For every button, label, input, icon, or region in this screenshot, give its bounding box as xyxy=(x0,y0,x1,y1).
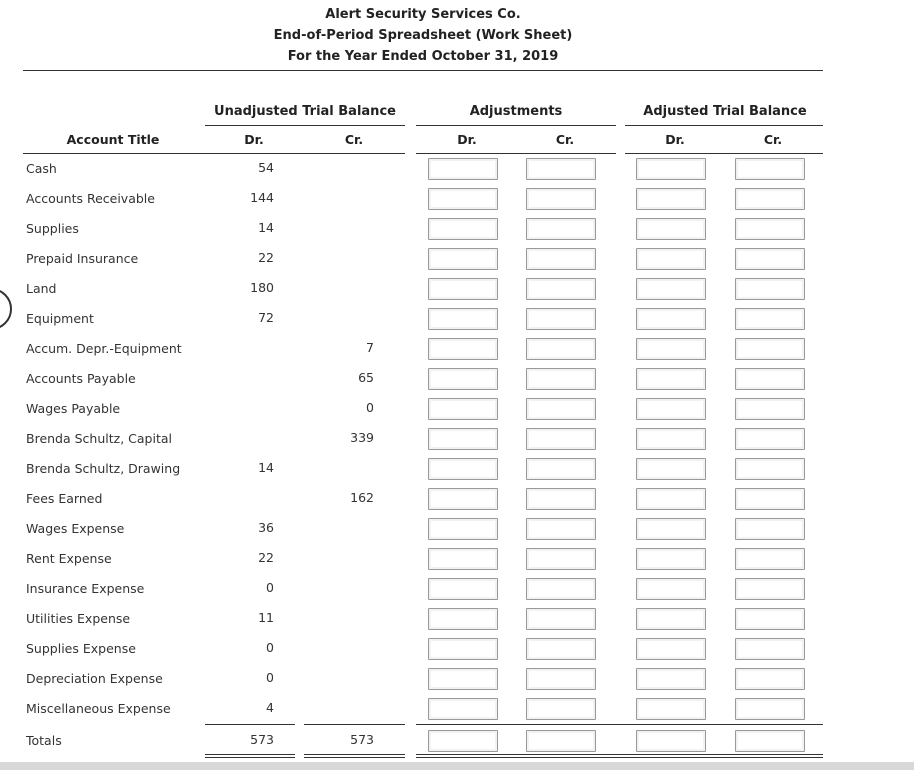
adjusted-cr-input[interactable] xyxy=(735,428,805,450)
unadjusted-dr-value: 54 xyxy=(258,160,274,175)
adjusted-dr-input[interactable] xyxy=(636,308,706,330)
account-name: Accum. Depr.-Equipment xyxy=(26,341,182,356)
adjusted-header-line xyxy=(625,125,823,126)
adjustments-dr-input[interactable] xyxy=(428,548,498,570)
adjusted-cr-input[interactable] xyxy=(735,308,805,330)
adjustments-dr-input[interactable] xyxy=(428,428,498,450)
unadjusted-cr-value: 162 xyxy=(350,490,374,505)
account-name: Miscellaneous Expense xyxy=(26,701,171,716)
account-name: Brenda Schultz, Drawing xyxy=(26,461,181,476)
adjustments-cr-input[interactable] xyxy=(526,188,596,210)
adjusted-dr-input[interactable] xyxy=(636,188,706,210)
adjustments-cr-input[interactable] xyxy=(526,488,596,510)
adjustments-dr-input[interactable] xyxy=(428,278,498,300)
adjusted-dr-input[interactable] xyxy=(636,518,706,540)
double-rule-2a xyxy=(304,754,405,755)
table-row xyxy=(0,365,914,395)
unadjusted-dr-value: 14 xyxy=(258,220,274,235)
adjustments-cr-input[interactable] xyxy=(526,248,596,270)
adjusted-dr-input[interactable] xyxy=(636,578,706,600)
account-name: Supplies Expense xyxy=(26,641,136,656)
adjusted-dr-input[interactable] xyxy=(636,608,706,630)
double-rule-1a xyxy=(205,754,295,755)
adjusted-cr-input[interactable] xyxy=(735,188,805,210)
adjustments-dr-input[interactable] xyxy=(428,248,498,270)
unadjusted-header: Unadjusted Trial Balance xyxy=(214,104,396,119)
adjusted-dr-input[interactable] xyxy=(636,698,706,720)
adjusted-cr-input[interactable] xyxy=(735,548,805,570)
adjusted-cr-input[interactable] xyxy=(735,488,805,510)
adjustments-dr-input[interactable] xyxy=(428,398,498,420)
adjusted-cr-input[interactable] xyxy=(735,608,805,630)
period-label: For the Year Ended October 31, 2019 xyxy=(287,49,559,64)
unadjusted-cr-value: 65 xyxy=(358,370,374,385)
account-name: Utilities Expense xyxy=(26,611,131,626)
table-row xyxy=(0,635,914,665)
adjustments-dr-input[interactable] xyxy=(428,338,498,360)
unadjusted-dr-value: 22 xyxy=(258,550,274,565)
table-row xyxy=(0,455,914,485)
adjustments-dr-input[interactable] xyxy=(428,488,498,510)
table-row xyxy=(0,215,914,245)
adjusted-cr-input[interactable] xyxy=(735,578,805,600)
total-adjustments-cr-input[interactable] xyxy=(526,730,596,752)
adjusted-dr-input[interactable] xyxy=(636,488,706,510)
adjustments-cr-input[interactable] xyxy=(526,368,596,390)
table-row xyxy=(0,515,914,545)
account-name: Wages Expense xyxy=(26,521,125,536)
adjusted-dr-input[interactable] xyxy=(636,638,706,660)
table-row xyxy=(0,545,914,575)
account-name: Wages Payable xyxy=(26,401,121,416)
unadjusted-dr-value: 72 xyxy=(258,310,274,325)
adjustments-dr-header: Dr. xyxy=(457,132,477,147)
account-name: Insurance Expense xyxy=(26,581,145,596)
adjusted-cr-input[interactable] xyxy=(735,218,805,240)
unadjusted-dr-value: 36 xyxy=(258,520,274,535)
unadjusted-dr-value: 22 xyxy=(258,250,274,265)
double-rule-3a xyxy=(416,754,823,755)
account-name: Accounts Receivable xyxy=(26,191,155,206)
unadjusted-cr-value: 0 xyxy=(366,400,374,415)
double-rule-1b xyxy=(205,757,295,758)
adjusted-dr-input[interactable] xyxy=(636,338,706,360)
table-row xyxy=(0,185,914,215)
adjustments-sub-line xyxy=(416,153,616,154)
adjusted-dr-input[interactable] xyxy=(636,278,706,300)
unadjusted-dr-value: 4 xyxy=(266,700,274,715)
total-rule-right xyxy=(416,724,823,725)
adjustments-cr-input[interactable] xyxy=(526,548,596,570)
table-row xyxy=(0,575,914,605)
total-adjusted-dr-input[interactable] xyxy=(636,730,706,752)
adjustments-dr-input[interactable] xyxy=(428,518,498,540)
account-title-header: Account Title xyxy=(66,132,160,147)
table-row xyxy=(0,335,914,365)
adjustments-cr-input[interactable] xyxy=(526,698,596,720)
adjustments-header-line xyxy=(416,125,616,126)
account-name: Fees Earned xyxy=(26,491,103,506)
unadjusted-cr-header: Cr. xyxy=(344,132,364,147)
adjusted-cr-header: Cr. xyxy=(763,132,783,147)
adjusted-dr-input[interactable] xyxy=(636,548,706,570)
table-row xyxy=(0,275,914,305)
adjustments-dr-input[interactable] xyxy=(428,308,498,330)
double-rule-3b xyxy=(416,757,823,758)
adjustments-cr-input[interactable] xyxy=(526,158,596,180)
table-row xyxy=(0,305,914,335)
bottom-scrollbar[interactable] xyxy=(0,762,914,770)
total-adjusted-cr-input[interactable] xyxy=(735,730,805,752)
table-row xyxy=(0,395,914,425)
account-name: Equipment xyxy=(26,311,94,326)
total-unadjusted-cr: 573 xyxy=(350,732,374,747)
adjusted-cr-input[interactable] xyxy=(735,158,805,180)
total-unadjusted-dr: 573 xyxy=(250,732,274,747)
unadjusted-dr-value: 0 xyxy=(266,670,274,685)
adjustments-cr-input[interactable] xyxy=(526,638,596,660)
adjustments-cr-input[interactable] xyxy=(526,338,596,360)
account-name: Brenda Schultz, Capital xyxy=(26,431,172,446)
adjusted-cr-input[interactable] xyxy=(735,458,805,480)
adjusted-dr-input[interactable] xyxy=(636,398,706,420)
unadjusted-dr-value: 180 xyxy=(250,280,274,295)
adjustments-cr-input[interactable] xyxy=(526,398,596,420)
account-name: Supplies xyxy=(26,221,79,236)
total-rule-unadj-dr xyxy=(205,724,295,725)
adjustments-dr-input[interactable] xyxy=(428,608,498,630)
adjustments-cr-input[interactable] xyxy=(526,518,596,540)
adjusted-dr-input[interactable] xyxy=(636,158,706,180)
adjusted-cr-input[interactable] xyxy=(735,518,805,540)
company-name: Alert Security Services Co. xyxy=(325,7,521,22)
adjustments-cr-input[interactable] xyxy=(526,608,596,630)
adjustments-cr-header: Cr. xyxy=(555,132,575,147)
table-row xyxy=(0,155,914,185)
adjustments-dr-input[interactable] xyxy=(428,188,498,210)
adjustments-cr-input[interactable] xyxy=(526,578,596,600)
totals-row xyxy=(0,727,914,757)
adjusted-dr-input[interactable] xyxy=(636,218,706,240)
double-rule-2b xyxy=(304,757,405,758)
adjustments-dr-input[interactable] xyxy=(428,668,498,690)
adjustments-dr-input[interactable] xyxy=(428,368,498,390)
adjustments-cr-input[interactable] xyxy=(526,278,596,300)
account-name: Depreciation Expense xyxy=(26,671,163,686)
adjustments-dr-input[interactable] xyxy=(428,578,498,600)
unadjusted-header-line xyxy=(205,125,405,126)
adjusted-dr-input[interactable] xyxy=(636,248,706,270)
adjusted-cr-input[interactable] xyxy=(735,638,805,660)
total-adjustments-dr-input[interactable] xyxy=(428,730,498,752)
table-row xyxy=(0,245,914,275)
adjusted-cr-input[interactable] xyxy=(735,668,805,690)
table-row xyxy=(0,485,914,515)
table-row xyxy=(0,695,914,725)
unadjusted-sub-line xyxy=(205,153,405,154)
unadjusted-dr-value: 0 xyxy=(266,640,274,655)
account-name: Rent Expense xyxy=(26,551,112,566)
total-rule-unadj-cr xyxy=(304,724,405,725)
adjustments-dr-input[interactable] xyxy=(428,698,498,720)
worksheet-title: End-of-Period Spreadsheet (Work Sheet) xyxy=(273,28,573,43)
adjusted-dr-input[interactable] xyxy=(636,428,706,450)
adjusted-cr-input[interactable] xyxy=(735,278,805,300)
unadjusted-cr-value: 339 xyxy=(350,430,374,445)
unadjusted-dr-value: 144 xyxy=(250,190,274,205)
adjustments-cr-input[interactable] xyxy=(526,308,596,330)
account-name: Land xyxy=(26,281,57,296)
adjusted-cr-input[interactable] xyxy=(735,248,805,270)
table-row xyxy=(0,665,914,695)
title-divider xyxy=(23,70,823,71)
account-name: Prepaid Insurance xyxy=(26,251,139,266)
adjusted-dr-input[interactable] xyxy=(636,458,706,480)
adjustments-dr-input[interactable] xyxy=(428,218,498,240)
table-row xyxy=(0,605,914,635)
adjustments-cr-input[interactable] xyxy=(526,218,596,240)
adjusted-dr-input[interactable] xyxy=(636,368,706,390)
adjusted-cr-input[interactable] xyxy=(735,368,805,390)
adjusted-dr-header: Dr. xyxy=(665,132,685,147)
unadjusted-dr-value: 0 xyxy=(266,580,274,595)
adjustments-cr-input[interactable] xyxy=(526,458,596,480)
unadjusted-dr-value: 11 xyxy=(258,610,274,625)
account-name: Accounts Payable xyxy=(26,371,136,386)
adjusted-dr-input[interactable] xyxy=(636,668,706,690)
unadjusted-cr-value: 7 xyxy=(366,340,374,355)
adjusted-cr-input[interactable] xyxy=(735,338,805,360)
account-name: Cash xyxy=(26,161,57,176)
totals-label: Totals xyxy=(26,733,62,748)
adjusted-cr-input[interactable] xyxy=(735,698,805,720)
adjusted-sub-line xyxy=(625,153,823,154)
adjusted-header: Adjusted Trial Balance xyxy=(643,104,807,119)
adjusted-cr-input[interactable] xyxy=(735,398,805,420)
adjustments-cr-input[interactable] xyxy=(526,428,596,450)
adjustments-dr-input[interactable] xyxy=(428,638,498,660)
account-header-line xyxy=(23,153,205,154)
adjustments-cr-input[interactable] xyxy=(526,668,596,690)
adjustments-header: Adjustments xyxy=(469,104,563,119)
adjustments-dr-input[interactable] xyxy=(428,158,498,180)
adjustments-dr-input[interactable] xyxy=(428,458,498,480)
unadjusted-dr-header: Dr. xyxy=(244,132,264,147)
table-row xyxy=(0,425,914,455)
unadjusted-dr-value: 14 xyxy=(258,460,274,475)
